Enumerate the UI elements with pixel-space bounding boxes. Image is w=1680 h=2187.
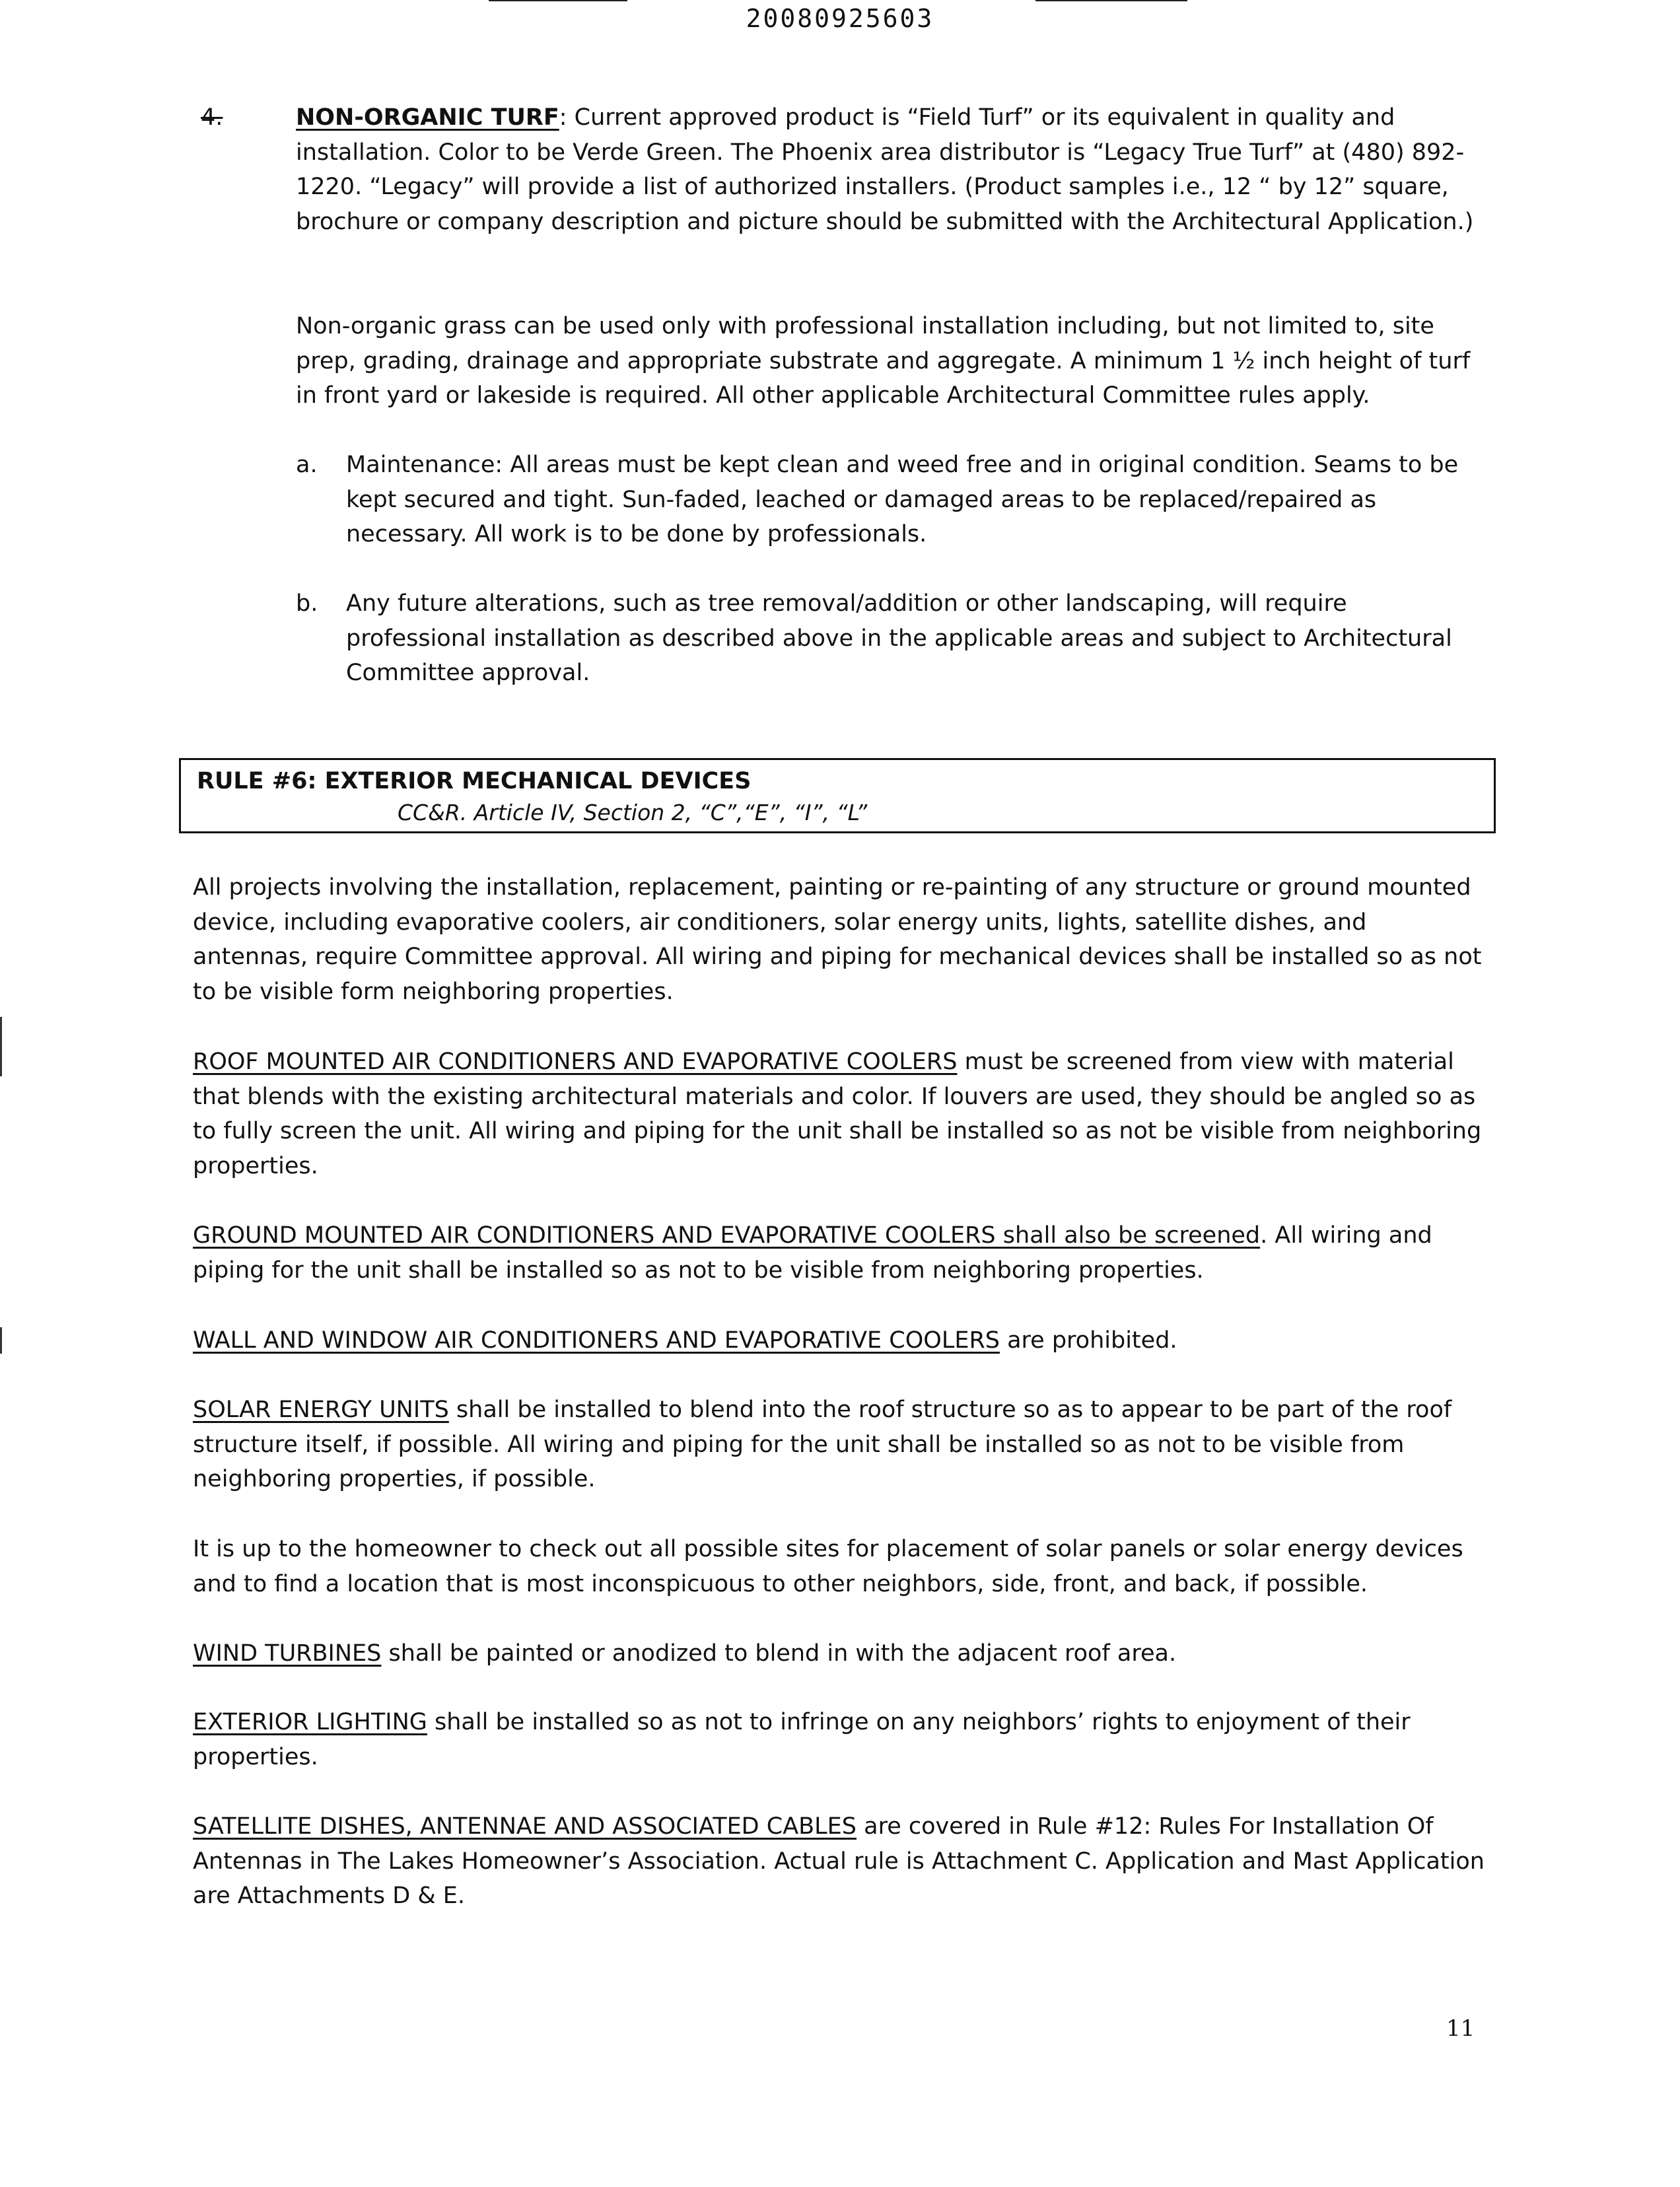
section-intro-paragraph <box>296 100 1485 239</box>
scan-mark <box>1035 0 1187 1</box>
list-label-b: b. <box>296 590 318 617</box>
solar-units-heading: SOLAR ENERGY UNITS <box>193 1397 449 1423</box>
exterior-lighting-heading: EXTERIOR LIGHTING <box>193 1709 427 1735</box>
wind-turbines-paragraph <box>193 1636 1487 1671</box>
wind-turbines-text: shall be painted or anodized to blend in with the adjacent roof area. <box>381 1640 1177 1667</box>
scan-edge-mark <box>0 1017 2 1076</box>
section-intro-text: : Current approved product is “Field Turf” or its equivalent in quality and installation. Color to be Verde Green. The Phoenix area distributor is “Legacy True Turf” at (480) 892-1220. “Legacy” will provide a list of authorized installers. (Product samples i.e., 12 “ by 12” square, brochure or company description and picture should be submitted with the Architectural Application.) <box>296 104 1474 235</box>
turf-installation-paragraph: Non-organic grass can be used only with professional installation including, but not limited to, site prep, grading, drainage and appropriate substrate and aggregate. A minimum 1 ½ inch height of turf in front yard or lakeside is required. All other applicable Architectural Committee rules apply. <box>296 313 1471 409</box>
page-number: 11 <box>1446 2015 1475 2042</box>
maintenance-item: Maintenance: All areas must be kept clean and weed free and in original condition. Seams to be kept secured and tight. Sun-faded, leached or damaged areas to be replaced/repaired as necessary. All work is to be done by professionals. <box>346 452 1459 547</box>
document-number: 20080925603 <box>746 4 934 33</box>
scan-edge-mark <box>0 1327 2 1354</box>
ground-mounted-text: . All wiring and piping for the unit shall be installed so as not to be visible from neighboring properties. <box>193 1222 1432 1284</box>
solar-units-text: shall be installed to blend into the roof structure so as to appear to be part of the roof structure itself, if possible. All wiring and piping for the unit shall be installed so as not to be visible from neighboring properties, if possible. <box>193 1397 1452 1492</box>
ground-mounted-paragraph <box>193 1218 1487 1288</box>
rule-heading-box <box>179 758 1496 833</box>
wind-turbines-heading: WIND TURBINES <box>193 1640 382 1667</box>
list-label-a: a. <box>296 452 318 478</box>
roof-mounted-paragraph <box>193 1045 1487 1183</box>
roof-mounted-text: must be screened from view with material that blends with the existing architectural materials and color. If louvers are used, they should be angled so as to fully screen the unit. All wiring and piping for the unit shall be installed so as not be visible from neighboring properties. <box>193 1049 1482 1179</box>
rule-title: RULE #6: EXTERIOR MECHANICAL DEVICES <box>197 768 752 794</box>
solar-placement-paragraph: It is up to the homeowner to check out all possible sites for placement of solar panels or solar energy devices and to find a location that is most inconspicuous to other neighbors, side, front, and back, if possible. <box>193 1536 1463 1597</box>
satellite-dishes-paragraph <box>193 1809 1487 1914</box>
wall-window-text: are prohibited. <box>999 1327 1177 1354</box>
wall-window-heading: WALL AND WINDOW AIR CONDITIONERS AND EVAPORATIVE COOLERS <box>193 1327 1000 1354</box>
rule-reference: CC&R. Article IV, Section 2, “C”,“E”, “I”, “L” <box>398 800 868 825</box>
wall-window-paragraph <box>193 1323 1487 1358</box>
section-heading: NON-ORGANIC TURF <box>296 104 559 131</box>
satellite-dishes-text: are covered in Rule #12: Rules For Installation Of Antennas in The Lakes Homeowner’s Association. Actual rule is Attachment C. Application and Mast Application are Attachments D & E. <box>193 1813 1485 1909</box>
projects-approval-paragraph: All projects involving the installation, replacement, painting or re-painting of any structure or ground mounted device, including evaporative coolers, air conditioners, solar energy units, lights, satellite dishes, and antennas, require Committee approval. All wiring and piping for mechanical devices shall be installed so as not to be visible form neighboring properties. <box>193 874 1482 1005</box>
exterior-lighting-paragraph <box>193 1705 1487 1774</box>
roof-mounted-heading: ROOF MOUNTED AIR CONDITIONERS AND EVAPORATIVE COOLERS <box>193 1049 958 1075</box>
satellite-dishes-heading: SATELLITE DISHES, ANTENNAE AND ASSOCIATED CABLES <box>193 1813 857 1840</box>
future-alterations-item: Any future alterations, such as tree removal/addition or other landscaping, will require professional installation as described above in the applicable areas and subject to Architectural Committee approval. <box>346 590 1452 686</box>
section-number: 4. <box>201 104 223 131</box>
scan-mark <box>489 0 627 1</box>
exterior-lighting-text: shall be installed so as not to infringe on any neighbors’ rights to enjoyment of their properties. <box>193 1709 1411 1770</box>
ground-mounted-heading: GROUND MOUNTED AIR CONDITIONERS AND EVAPORATIVE COOLERS shall also be screened <box>193 1222 1261 1249</box>
solar-units-paragraph <box>193 1393 1487 1497</box>
